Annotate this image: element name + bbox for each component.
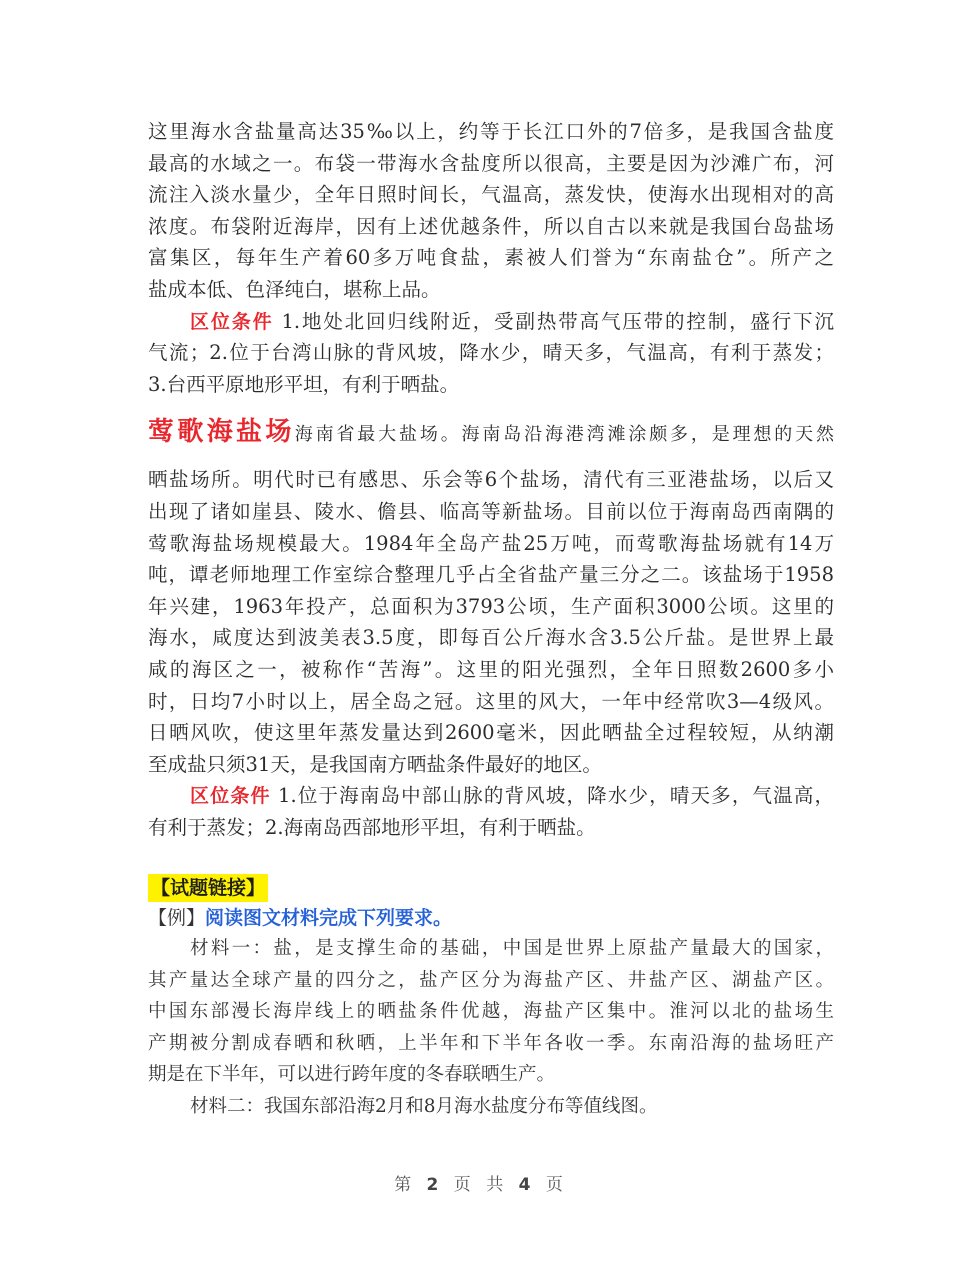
text-line: 最高的水域之一。布袋一带海水含盐度所以很高，主要是因为沙滩广布，河: [148, 151, 834, 175]
document-page: [148, 116, 834, 1122]
page-footer: [0, 1170, 959, 1195]
current-page-number: 2: [426, 1175, 441, 1195]
budai-paragraph: [148, 116, 834, 306]
heading-rest-text: 海南省最大盐场。海南岛沿海港湾滩涂颇多，是理想的天然: [294, 424, 834, 446]
text-line: 盐成本低、色泽纯白，堪称上品。: [148, 277, 441, 301]
footer-middle: 页 共: [453, 1175, 506, 1195]
conditions-label: 区位条件: [190, 785, 271, 808]
text-line: 晒盐场所。明代时已有感思、乐会等6个盐场，清代有三亚港盐场，以后又: [148, 468, 834, 492]
example-prompt-line: [148, 903, 834, 933]
text-line: 海水，咸度达到波美表3.5度，即每百公斤海水含3.5公斤盐。是世界上最: [148, 626, 834, 650]
text-line: 时，日均7小时以上，居全岛之冠。这里的风大，一年中经常吹3—4级风。: [148, 689, 834, 713]
conditions-line: [148, 306, 834, 338]
material-line: 产期被分割成春晒和秋晒，上半年和下半年各收一季。东南沿海的盐场旺产: [148, 1032, 834, 1054]
text-line: 莺歌海盐场规模最大。1984年全岛产盐25万吨，而莺歌海盐场就有14万: [148, 531, 834, 555]
example-tag: 【例】: [148, 907, 206, 930]
text-line: 年兴建，1963年投产，总面积为3793公顷，生产面积3000公顷。这里的: [148, 594, 834, 618]
material-line: 期是在下半年，可以进行跨年度的冬春联晒生产。: [148, 1064, 556, 1086]
yinggehai-heading-line: [148, 410, 834, 454]
example-prompt: 阅读图文材料完成下列要求。: [205, 907, 453, 930]
material-line: 材料一：盐，是支撑生命的基础，中国是世界上原盐产量最大的国家，: [190, 938, 834, 960]
text-line: 这里海水含盐量高达35‰以上，约等于长江口外的7倍多，是我国含盐度: [148, 120, 834, 143]
conditions-text: 1.位于海南岛中部山脉的背风坡，降水少，晴天多，气温高，: [278, 784, 834, 808]
footer-prefix: 第: [394, 1175, 414, 1195]
conditions-label: 区位条件: [190, 310, 274, 333]
text-line: 浓度。布袋附近海岸，因有上述优越条件，所以自古以来就是我国台岛盐场: [148, 214, 834, 238]
text-line: 出现了诸如崖县、陵水、儋县、临高等新盐场。目前以位于海南岛西南隅的: [148, 499, 834, 523]
footer-suffix: 页: [545, 1175, 565, 1195]
text-line: 流注入淡水量少，全年日照时间长，气温高，蒸发快，使海水出现相对的高: [148, 183, 834, 207]
yinggehai-paragraph: [148, 464, 834, 780]
conditions-line: [148, 780, 834, 812]
yinggehai-conditions: [148, 780, 834, 843]
text-line: 至成盐只须31天，是我国南方晒盐条件最好的地区。: [148, 752, 602, 776]
material-line: 其产量达全球产量的四分之，盐产区分为海盐产区、井盐产区、湖盐产区。: [148, 969, 834, 991]
conditions-line: 气流；2.位于台湾山脉的背风坡，降水少，晴天多，气温高，有利于蒸发；: [148, 341, 834, 365]
text-line: 咸的海区之一，被称作“苦海”。这里的阳光强烈，全年日照数2600多小: [148, 657, 834, 681]
exercise-section-header: [148, 873, 834, 903]
conditions-line: 有利于蒸发；2.海南岛西部地形平坦，有利于晒盐。: [148, 815, 596, 839]
text-line: 日晒风吹，使这里年蒸发量达到2600毫米，因此晒盐全过程较短，从纳潮: [148, 721, 834, 745]
exercise-link-label: 【试题链接】: [148, 874, 268, 902]
budai-conditions: [148, 306, 834, 401]
total-pages-number: 4: [518, 1175, 533, 1195]
material-line: 中国东部漫长海岸线上的晒盐条件优越，海盐产区集中。淮河以北的盐场生: [148, 1001, 834, 1023]
material-two: 材料二：我国东部沿海2月和8月海水盐度分布等值线图。: [190, 1095, 658, 1117]
conditions-line: 3.台西平原地形平坦，有利于晒盐。: [148, 372, 460, 396]
material-one: [148, 933, 834, 1091]
text-line: 富集区，每年生产着60多万吨食盐，素被人们誉为“东南盐仓”。所产之: [148, 246, 834, 270]
conditions-text: 1.地处北回归线附近，受副热带高气压带的控制，盛行下沉: [281, 309, 834, 333]
text-line: 吨，谭老师地理工作室综合整理几乎占全省盐产量三分之二。该盐场于1958: [148, 563, 834, 587]
section-title: 莺歌海盐场: [148, 417, 295, 448]
